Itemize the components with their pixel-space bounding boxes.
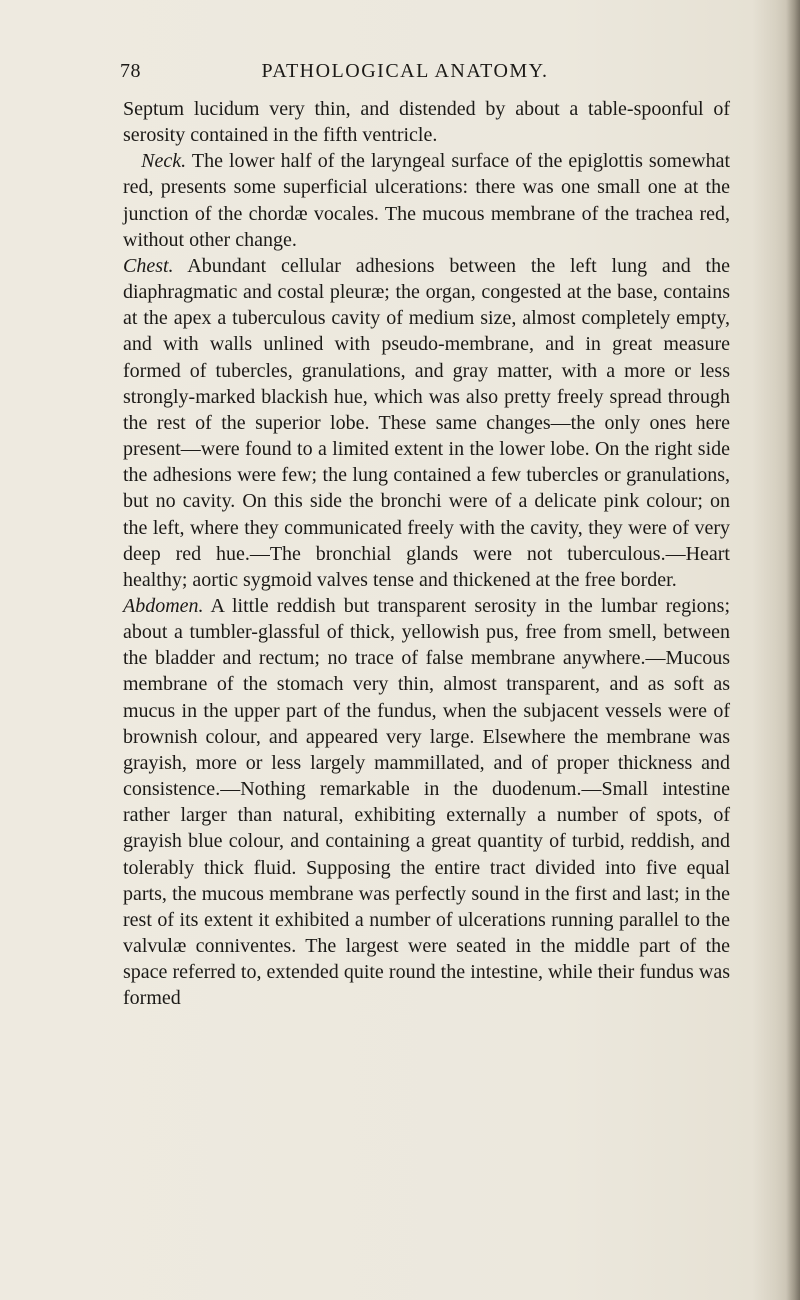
paragraph-septum	[123, 96, 730, 148]
paragraph-text: Septum lucidum very thin, and distended by about a table-spoonful of serosity contained in the fifth ventricle.	[123, 98, 730, 147]
section-title-chest: Chest.	[123, 254, 174, 277]
paragraph-text: Abundant cellular adhesions between the left lung and the diaphragmatic and costal pleuræ; the organ, congested at the base, contains at the apex a tuberculous cavity of medium size, almost completely empty, and with walls unlined with pseudo-membrane, and in great measure formed of tubercles, granulations, and gray matter, with a more or less strongly-marked blackish hue, which was also pretty freely spread through the rest of the superior lobe. These same changes—the only ones here present—were found to a limited extent in the lower lobe. On the right side the adhesions were few; the lung contained a few tubercles or granulations, but no cavity. On this side the bronchi were of a delicate pink colour; on the left, where they communicated freely with the cavity, they were of very deep red hue.—The bronchial glands were not tuberculous.—Heart healthy; aortic sygmoid valves tense and thickened at the free border.	[123, 254, 730, 591]
page-header	[120, 60, 750, 90]
section-title-neck: Neck.	[141, 150, 187, 173]
running-title: PATHOLOGICAL ANATOMY.	[261, 60, 549, 82]
body-text	[123, 96, 730, 1011]
page-number: 78	[120, 60, 141, 82]
section-title-abdomen: Abdomen.	[123, 594, 204, 617]
paragraph-text: A little reddish but transparent serosity in the lumbar regions; about a tumbler-glassful of thick, yellowish pus, free from smell, between the bladder and rectum; no trace of false membrane anywhere.—Mucous membrane of the stomach very thin, almost transparent, and as soft as mucus in the upper part of the fundus, when the subjacent vessels were of brownish colour, and appeared very large. Elsewhere the membrane was grayish, more or less largely mammillated, and of proper thickness and consistence.—Nothing remarkable in the duodenum.—Small intestine rather larger than natural, exhibiting externally a number of spots, of grayish blue colour, and containing a great quantity of turbid, reddish, and tolerably thick fluid. Supposing the entire tract divided into five equal parts, the mucous membrane was perfectly sound in the first and last; in the rest of its extent it exhibited a number of ulcerations running parallel to the valvulæ conniventes. The largest were seated in the middle part of the space referred to, extended quite round the intestine, while their fundus was formed	[123, 594, 730, 1010]
page-edge-shadow	[786, 0, 800, 1300]
paragraph-chest	[123, 253, 730, 593]
paragraph-text: The lower half of the laryngeal surface of the epiglottis somewhat red, presents some superficial ulcerations: there was one small one at the junction of the chordæ vocales. The mucous membrane of the trachea red, without other change.	[123, 150, 730, 251]
paragraph-abdomen	[123, 593, 730, 1012]
paragraph-neck	[123, 148, 730, 253]
